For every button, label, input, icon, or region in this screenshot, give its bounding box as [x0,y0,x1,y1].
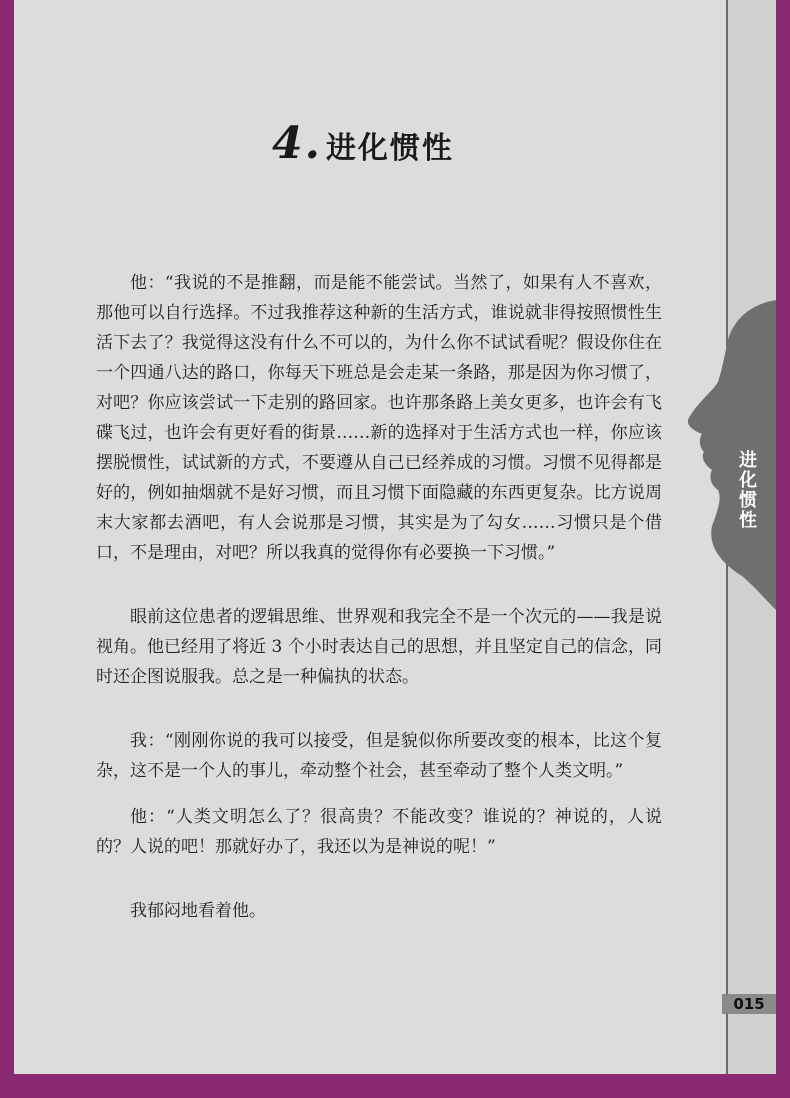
chapter-heading [272,118,454,169]
side-chapter-title: 进化惯性 [736,450,757,530]
chapter-title: 进化惯性 [325,131,454,166]
paragraph: 我：“刚刚你说的我可以接受，但是貌似你所要改变的根本，比这个复杂，这不是一个人的事儿，牵动整个社会，甚至牵动了整个人类文明。” [96,731,662,781]
page-number: 015 [722,994,776,1014]
chapter-number: 4. [272,118,322,169]
head-silhouette-icon [682,300,776,680]
paragraph: 他：“我说的不是推翻，而是能不能尝试。当然了，如果有人不喜欢，那他可以自行选择。不过我推荐这种新的生活方式，谁说就非得按照惯性生活下去了？我觉得这没有什么不可以的，为什么你不试试看呢？假设你住在一个四通八达的路口，你每天下班总是会走某一条路，那是因为你习惯了，对吧？你应该尝试一下走别的路回家。也许那条路上美女更多，也许会有飞碟飞过，也许会有更好看的街景……新的选择对于生活方式也一样，你应该摆脱惯性，试试新的方式，不要遵从自己已经养成的习惯。习惯不见得都是好的，例如抽烟就不是好习惯，而且习惯下面隐藏的东西更复杂。比方说周末大家都去酒吧，有人会说那是习惯，其实是为了勾女……习惯只是个借口，不是理由，对吧？所以我真的觉得你有必要换一下习惯。” [96,273,662,563]
paragraph: 眼前这位患者的逻辑思维、世界观和我完全不是一个次元的——我是说视角。他已经用了将近 3 个小时表达自己的思想，并且坚定自己的信念，同时还企图说服我。总之是一种偏执的状态。 [96,607,662,687]
paragraph: 他：“人类文明怎么了？很高贵？不能改变？谁说的？神说的，人说的？人说的吧！那就好办了，我还以为是神说的呢！” [96,807,662,857]
book-page [14,0,776,1074]
paragraph: 我郁闷地看着他。 [130,901,266,921]
body-text [96,268,662,926]
